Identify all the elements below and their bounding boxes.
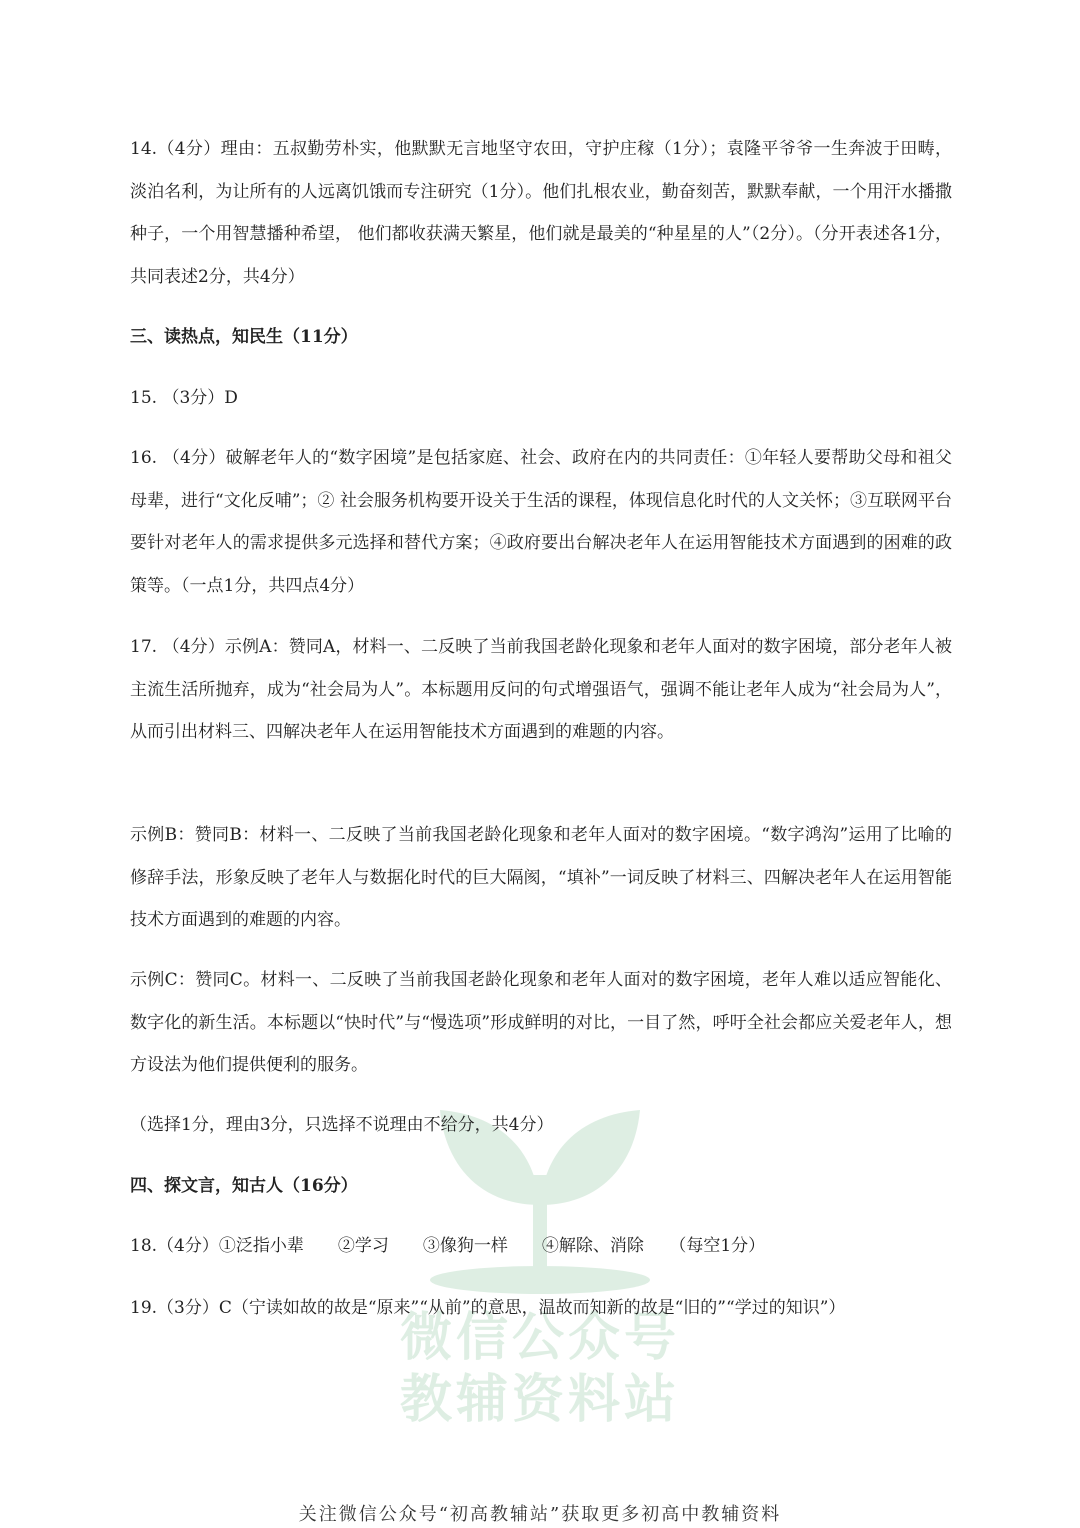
answer-17-example-c: 示例C：赞同C。材料一、二反映了当前我国老龄化现象和老年人面对的数字困境，老年人难以适应智能化、数字化的新生活。本标题以“快时代”与“慢选项”形成鲜明的对比，一目了然，呼吁全社会都应关爱老年人，想方设法为他们提供便利的服务。: [130, 970, 952, 1075]
answer-17-example-a: 17. （4分）示例A：赞同A，材料一、二反映了当前我国老龄化现象和老年人面对的数字困境，部分老年人被主流生活所抛弃，成为“社会局为人”。本标题用反问的句式增强语气，强调不能让老年人成为“社会局为人”， 从而引出材料三、四解决老年人在运用智能技术方面遇到的难题的内容。: [130, 637, 952, 742]
section-4-heading: 四、探文言，知古人（16分）: [130, 1176, 358, 1196]
answer-15: 15. （3分）D: [130, 388, 238, 408]
answer-16: 16. （4分）破解老年人的“数字困境”是包括家庭、社会、政府在内的共同责任：①年轻人要帮助父母和祖父母辈，进行“文化反哺”；② 社会服务机构要开设关于生活的课程，体现信息化时代的人文关怀；③互联网平台要针对老年人的需求提供多元选择和替代方案；④政府要出台解决老年人在运用智能技术方面遇到的困难的政策等。（一点1分，共四点4分）: [130, 448, 952, 596]
answer-17-scoring-note: （选择1分，理由3分，只选择不说理由不给分，共4分）: [130, 1115, 554, 1135]
answer-18: 18.（4分）①泛指小辈 ②学习 ③像狗一样 ④解除、消除 （每空1分）: [130, 1236, 766, 1256]
answer-17-example-b: 示例B：赞同B：材料一、二反映了当前我国老龄化现象和老年人面对的数字困境。“数字鸿沟”运用了比喻的修辞手法，形象反映了老年人与数据化时代的巨大隔阂，“填补”一词反映了材料三、四解决老年人在运用智能技术方面遇到的难题的内容。: [130, 825, 952, 930]
footer-note: 关注微信公众号“初高教辅站”获取更多初高中教辅资料: [298, 1504, 782, 1525]
section-3-heading: 三、读热点，知民生（11分）: [130, 327, 358, 347]
answer-19: 19.（3分）C（宁读如故的故是“原来”“从前”的意思，温故而知新的故是“旧的”“学过的知识”）: [130, 1298, 846, 1318]
watermark-line-2: 教辅资料站: [399, 1370, 680, 1430]
watermark-line-1: 微信公众号: [399, 1308, 680, 1368]
answer-14: 14.（4分）理由：五叔勤劳朴实，他默默无言地坚守农田，守护庄稼（1分）；袁隆平爷爷一生奔波于田畴，淡泊名利，为让所有的人远离饥饿而专注研究（1分）。他们扎根农业，勤奋刻苦，默默奉献，一个用汗水播撒种子，一个用智慧播种希望， 他们都收获满天繁星，他们就是最美的“种星星的人”（2分）。（分开表述各1分，共同表述2分，共4分）: [130, 139, 952, 287]
